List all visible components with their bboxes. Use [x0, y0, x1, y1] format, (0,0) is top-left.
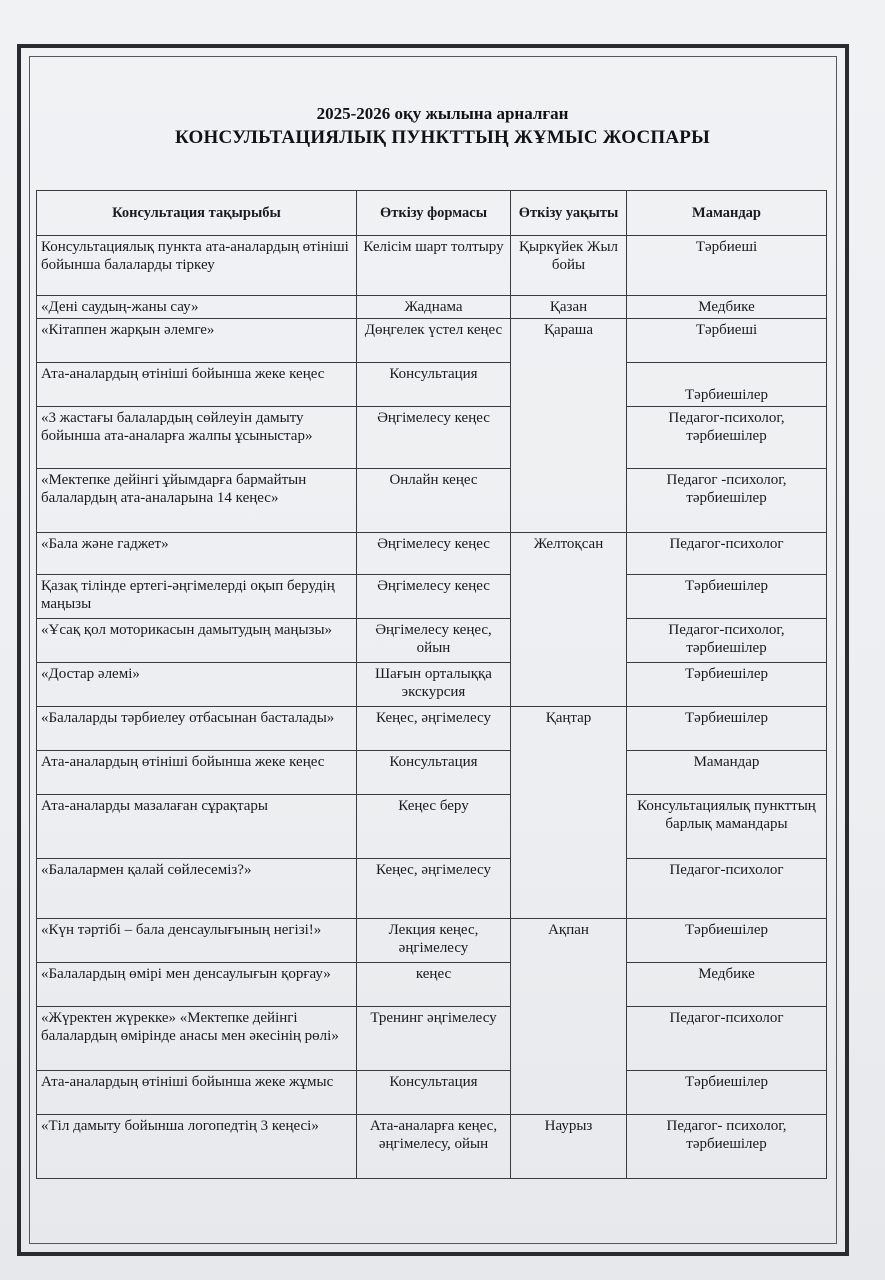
- cell-topic: Консультациялық пункта ата-аналардың өтініші бойынша балаларды тіркеу: [37, 236, 357, 296]
- document-title-main: КОНСУЛЬТАЦИЯЛЫҚ ПУНКТТЫҢ ЖҰМЫС ЖОСПАРЫ: [175, 127, 710, 148]
- table-row: [37, 296, 827, 319]
- table-row: [37, 1007, 827, 1071]
- cell-topic: «Достар әлемі»: [37, 663, 357, 707]
- cell-specialists: Мамандар: [627, 751, 827, 795]
- cell-topic: Ата-аналардың өтініші бойынша жеке жұмыс: [37, 1071, 357, 1115]
- table-row: [37, 469, 827, 533]
- table-row: [37, 533, 827, 575]
- document-title-year: 2025-2026 оқу жылына арналған: [316, 104, 569, 123]
- table-row: [37, 919, 827, 963]
- cell-form: кеңес: [357, 963, 511, 1007]
- cell-topic: «Жүректен жүрекке» «Мектепке дейінгі балалардың өмірінде анасы мен әкесінің рөлі»: [37, 1007, 357, 1071]
- cell-topic: «Балалардың өмірі мен денсаулығын қорғау»: [37, 963, 357, 1007]
- cell-topic: «Тіл дамыту бойынша логопедтің 3 кеңесі»: [37, 1115, 357, 1179]
- cell-time: Қыркүйек Жыл бойы: [511, 236, 627, 296]
- table-row: [37, 707, 827, 751]
- cell-specialists: Тәрбиешілер: [627, 363, 827, 407]
- cell-form: Әңгімелесу кеңес: [357, 575, 511, 619]
- table-row: [37, 1115, 827, 1179]
- cell-specialists: Педагог-психолог: [627, 1007, 827, 1071]
- cell-topic: Ата-аналардың өтініші бойынша жеке кеңес: [37, 363, 357, 407]
- table-row: [37, 575, 827, 619]
- cell-specialists: Педагог -психолог, тәрбиешілер: [627, 469, 827, 533]
- cell-time: Қаңтар: [511, 707, 627, 919]
- table-row: [37, 363, 827, 407]
- cell-form: Дөңгелек үстел кеңес: [357, 319, 511, 363]
- table-row: [37, 407, 827, 469]
- cell-topic: Қазақ тілінде ертегі-әңгімелерді оқып берудің маңызы: [37, 575, 357, 619]
- cell-form: Тренинг әңгімелесу: [357, 1007, 511, 1071]
- consultation-plan-table: [36, 190, 827, 1179]
- table-header-row: [37, 191, 827, 236]
- cell-topic: «Балалармен қалай сөйлесеміз?»: [37, 859, 357, 919]
- table-row: [37, 751, 827, 795]
- cell-specialists: Консультациялық пункттың барлық мамандары: [627, 795, 827, 859]
- table-row: [37, 319, 827, 363]
- table-row: [37, 619, 827, 663]
- cell-form: Консультация: [357, 751, 511, 795]
- cell-topic: «Балаларды тәрбиелеу отбасынан басталады»: [37, 707, 357, 751]
- cell-topic: Ата-аналарды мазалаған сұрақтары: [37, 795, 357, 859]
- header-time: Өткізу уақыты: [511, 191, 627, 236]
- header-topic: Консультация тақырыбы: [37, 191, 357, 236]
- cell-form: Онлайн кеңес: [357, 469, 511, 533]
- table-row: [37, 859, 827, 919]
- cell-form: Шағын орталыққа экскурсия: [357, 663, 511, 707]
- cell-specialists: Тәрбиешілер: [627, 707, 827, 751]
- cell-specialists: Педагог-психолог: [627, 859, 827, 919]
- cell-specialists: Медбике: [627, 963, 827, 1007]
- cell-form: Әңгімелесу кеңес, ойын: [357, 619, 511, 663]
- cell-specialists: Тәрбиеші: [627, 319, 827, 363]
- table-row: [37, 795, 827, 859]
- cell-time: Желтоқсан: [511, 533, 627, 707]
- cell-form: Консультация: [357, 1071, 511, 1115]
- cell-specialists: Педагог-психолог, тәрбиешілер: [627, 407, 827, 469]
- cell-form: Кеңес беру: [357, 795, 511, 859]
- header-specialists: Мамандар: [627, 191, 827, 236]
- cell-time: Қараша: [511, 319, 627, 533]
- cell-specialists: Тәрбиешілер: [627, 663, 827, 707]
- cell-specialists: Педагог-психолог, тәрбиешілер: [627, 619, 827, 663]
- cell-specialists: Тәрбиешілер: [627, 1071, 827, 1115]
- cell-specialists: Медбике: [627, 296, 827, 319]
- cell-specialists: Педагог-психолог: [627, 533, 827, 575]
- cell-form: Әңгімелесу кеңес: [357, 407, 511, 469]
- cell-specialists: Тәрбиешілер: [627, 919, 827, 963]
- cell-specialists: Педагог- психолог, тәрбиешілер: [627, 1115, 827, 1179]
- cell-topic: «Күн тәртібі – бала денсаулығының негізі!»: [37, 919, 357, 963]
- cell-specialists: Тәрбиешілер: [627, 575, 827, 619]
- cell-topic: «Кітаппен жарқын әлемге»: [37, 319, 357, 363]
- cell-topic: «Дені саудың-жаны сау»: [37, 296, 357, 319]
- cell-form: Әңгімелесу кеңес: [357, 533, 511, 575]
- table-row: [37, 236, 827, 296]
- cell-form: Лекция кеңес, әңгімелесу: [357, 919, 511, 963]
- cell-time: Наурыз: [511, 1115, 627, 1179]
- cell-form: Ата-аналарға кеңес, әңгімелесу, ойын: [357, 1115, 511, 1179]
- table-row: [37, 963, 827, 1007]
- cell-topic: Ата-аналардың өтініші бойынша жеке кеңес: [37, 751, 357, 795]
- cell-topic: «Ұсақ қол моторикасын дамытудың маңызы»: [37, 619, 357, 663]
- cell-form: Жаднама: [357, 296, 511, 319]
- cell-form: Консультация: [357, 363, 511, 407]
- cell-specialists: Тәрбиеші: [627, 236, 827, 296]
- cell-form: Кеңес, әңгімелесу: [357, 859, 511, 919]
- cell-topic: «Мектепке дейінгі ұйымдарға бармайтын балалардың ата-аналарына 14 кеңес»: [37, 469, 357, 533]
- cell-topic: «3 жастағы балалардың сөйлеуін дамыту бойынша ата-аналарға жалпы ұсыныстар»: [37, 407, 357, 469]
- cell-time: Ақпан: [511, 919, 627, 1115]
- cell-form: Кеңес, әңгімелесу: [357, 707, 511, 751]
- table-row: [37, 663, 827, 707]
- cell-form: Келісім шарт толтыру: [357, 236, 511, 296]
- table-row: [37, 1071, 827, 1115]
- cell-topic: «Бала және гаджет»: [37, 533, 357, 575]
- header-form: Өткізу формасы: [357, 191, 511, 236]
- cell-time: Қазан: [511, 296, 627, 319]
